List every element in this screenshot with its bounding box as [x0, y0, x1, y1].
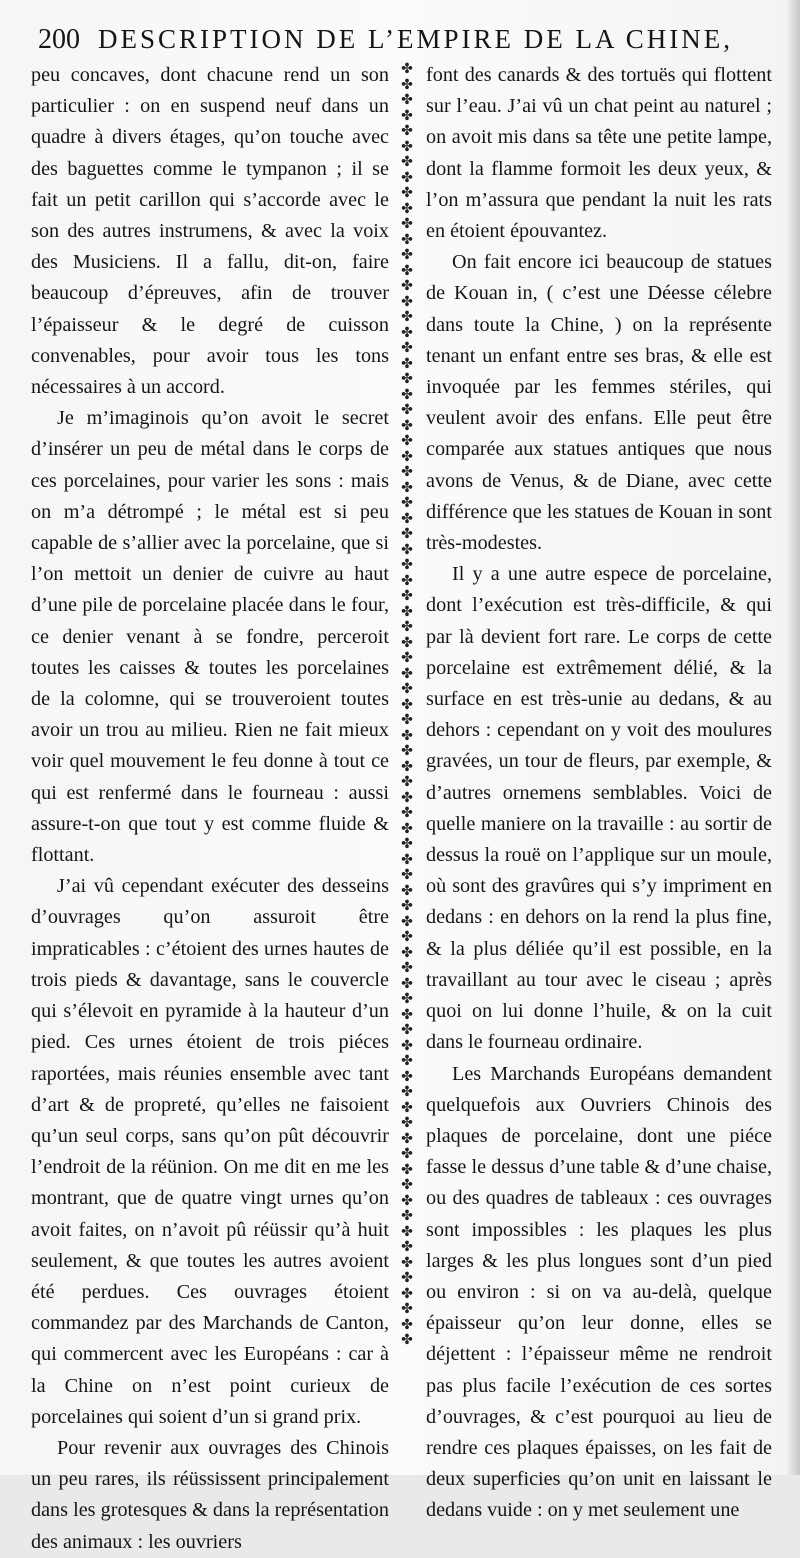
- divider-ornament-icon: ✤: [401, 681, 413, 697]
- divider-ornament-icon: ✤: [401, 929, 413, 945]
- divider-ornament-icon: ✤: [401, 417, 413, 434]
- divider-ornament-icon: ✤: [401, 588, 413, 604]
- paragraph: peu concaves, dont chacune rend un son particulier : on en suspend neuf dans un quadre à divers étages, qu’on touche avec des baguettes comme le tympanon ; il se fait un petit carillon qui s’accorde avec le son des autres instrumens, & avec la voix des Musiciens. Il a fallu, dit-on, faire beaucoup d’épreuves, afin de trouver l’épaisseur & le degré de cuisson convenables, pour avoir tous les tons nécessaires à un accord.: [31, 64, 389, 399]
- divider-ornament-icon: ✤: [401, 278, 413, 294]
- divider-ornament-icon: ✤: [401, 1053, 413, 1069]
- divider-ornament-icon: ✤: [401, 61, 413, 77]
- divider-ornament-icon: ✤: [401, 836, 413, 852]
- divider-ornament-icon: ✤: [401, 758, 413, 775]
- divider-ornament-icon: ✤: [401, 1177, 413, 1193]
- divider-ornament-icon: ✤: [401, 324, 413, 341]
- paragraph: Les Marchands Européans demandent quelquefois aux Ouvriers Chinois des plaques de porcelaine, dont une piéce fasse le dessus d’une table & d’une chaise, ou des quadres de tableaux : ces ouvrages sont impossibles : les plaques les plus larges & les plus longues sont d’un pied ou environ : si on va au-delà, quelque épaisseur qu’on leur donne, elles se déjettent : l’épaisseur même ne rendroit pas plus facile l’exécution de ces sortes d’ouvrages, & c’est pourquoi au lieu de rendre ces plaques épaisses, on les fait de deux superficies qu’on unit en laissant le dedans vuide : on y met seulement une: [426, 1062, 772, 1522]
- divider-ornament-icon: ✤: [401, 247, 413, 263]
- divider-ornament-icon: ✤: [401, 216, 413, 232]
- divider-ornament-icon: ✤: [401, 526, 413, 542]
- divider-ornament-icon: ✤: [401, 619, 413, 635]
- divider-ornament-icon: ✤: [401, 1037, 413, 1054]
- divider-ornament-icon: ✤: [401, 634, 413, 651]
- divider-ornament-icon: ✤: [401, 743, 413, 759]
- divider-ornament-icon: ✤: [401, 355, 413, 372]
- divider-ornament-icon: ✤: [401, 975, 413, 992]
- divider-ornament-icon: ✤: [401, 1130, 413, 1147]
- divider-ornament-icon: ✤: [401, 1316, 413, 1333]
- paragraph: Pour revenir aux ouvrages des Chinois un peu rares, ils réüssissent principalement dans les grotesques & dans la représentation des animaux : les ouvriers: [31, 1436, 389, 1553]
- divider-ornament-icon: ✤: [401, 1223, 413, 1240]
- divider-ornament-icon: ✤: [401, 882, 413, 899]
- divider-ornament-icon: ✤: [401, 107, 413, 124]
- divider-ornament-icon: ✤: [401, 1239, 413, 1255]
- divider-ornament-icon: ✤: [401, 386, 413, 403]
- divider-ornament-icon: ✤: [401, 433, 413, 449]
- divider-ornament-icon: ✤: [401, 1208, 413, 1224]
- divider-ornament-icon: ✤: [401, 851, 413, 868]
- divider-ornament-icon: ✤: [401, 510, 413, 527]
- divider-ornament-icon: ✤: [401, 402, 413, 418]
- divider-ornament-icon: ✤: [401, 1332, 413, 1348]
- divider-ornament-icon: ✤: [401, 541, 413, 558]
- divider-ornament-icon: ✤: [401, 479, 413, 496]
- paragraph: font des canards & des tortuës qui flottent sur l’eau. J’ai vû un chat peint au naturel ; on avoit mis dans sa tête une petite lampe, dont la flamme formoit les deux yeux, & l’on m’assura que pendant la nuit les rats en étoient épouvantez.: [426, 64, 772, 243]
- divider-ornament-icon: ✤: [401, 76, 413, 93]
- divider-ornament-icon: ✤: [401, 1099, 413, 1116]
- divider-ornament-icon: ✤: [401, 665, 413, 682]
- page-edge-shadow: [786, 0, 800, 1475]
- divider-ornament-icon: ✤: [401, 820, 413, 837]
- divider-ornament-icon: ✤: [401, 1192, 413, 1209]
- divider-ornament-icon: ✤: [401, 603, 413, 620]
- divider-ornament-icon: ✤: [401, 774, 413, 790]
- divider-ornament-icon: ✤: [401, 1161, 413, 1178]
- divider-ornament-icon: ✤: [401, 1285, 413, 1302]
- right-column: [426, 60, 772, 1527]
- divider-ornament-icon: ✤: [401, 712, 413, 728]
- divider-ornament-icon: ✤: [401, 92, 413, 108]
- divider-ornament-icon: ✤: [401, 1068, 413, 1085]
- paragraph: Je m’imaginois qu’on avoit le secret d’insérer un peu de métal dans le corps de ces porcelaines, pour varier les sons : mais on m’a détrompé ; le métal est si peu capable de s’allier avec la porcelaine, que si l’on mettoit un denier de cuivre au haut d’une pile de porcelaine placée dans le four, ce denier venant à se fondre, perceroit toutes les caisses & toutes les porcelaines de la colomne, qui se trouveroient toutes avoir un trou au milieu. Rien ne fait mieux voir quel mouvement le feu donne à tout ce qui est renfermé dans le fourneau : aussi assure-t-on que tout y est comme fluide & flottant.: [31, 407, 389, 867]
- divider-ornament-icon: ✤: [401, 1006, 413, 1023]
- divider-ornament-icon: ✤: [401, 200, 413, 217]
- divider-ornament-icon: ✤: [401, 960, 413, 976]
- divider-ornament-icon: ✤: [401, 557, 413, 573]
- divider-ornament-icon: ✤: [401, 495, 413, 511]
- divider-ornament-icon: ✤: [401, 371, 413, 387]
- divider-ornament-icon: ✤: [401, 898, 413, 914]
- divider-ornament-icon: ✤: [401, 913, 413, 930]
- divider-ornament-icon: ✤: [401, 727, 413, 744]
- divider-ornament-icon: ✤: [401, 867, 413, 883]
- running-title: DESCRIPTION DE L’EMPIRE DE LA CHINE,: [98, 24, 734, 54]
- divider-ornament-icon: ✤: [401, 293, 413, 310]
- divider-ornament-icon: ✤: [401, 991, 413, 1007]
- divider-ornament-icon: ✤: [401, 1254, 413, 1271]
- divider-ornament-icon: ✤: [401, 1146, 413, 1162]
- divider-ornament-icon: ✤: [401, 805, 413, 821]
- left-column: [31, 60, 389, 1558]
- divider-ornament-icon: ✤: [401, 154, 413, 170]
- divider-ornament-icon: ✤: [401, 185, 413, 201]
- divider-ornament-icon: ✤: [401, 1022, 413, 1038]
- divider-ornament-icon: ✤: [401, 789, 413, 806]
- divider-ornament-icon: ✤: [401, 1270, 413, 1286]
- divider-ornament-icon: ✤: [401, 448, 413, 465]
- page-header: [38, 24, 782, 56]
- divider-ornament-icon: ✤: [401, 696, 413, 713]
- divider-ornament-icon: ✤: [401, 650, 413, 666]
- divider-ornament-icon: ✤: [401, 123, 413, 139]
- divider-ornament-icon: ✤: [401, 262, 413, 279]
- divider-ornament-icon: ✤: [401, 1084, 413, 1100]
- divider-ornament-icon: ✤: [401, 138, 413, 155]
- paragraph: Il y a une autre espece de porcelaine, dont l’exécution est très-difficile, & qui par là devient fort rare. Le corps de cette porcelaine est extrêmement délié, & la surface en est très-unie au dedans, & au dehors : cependant on y voit des moulures gravées, un tour de fleurs, par exemple, & d’autres ornemens semblables. Voici de quelle maniere on la travaille : au sortir de dessus la rouë on l’applique sur un moule, où sont des gravûres qui s’y impriment en dedans : en dehors on la rend la plus fine, & la plus déliée qu’il est possible, en la travaillant au tour avec le ciseau ; après quoi on lui donne l’huile, & on la cuit dans le fourneau ordinaire.: [426, 563, 772, 1054]
- divider-ornament-icon: ✤: [401, 944, 413, 961]
- divider-ornament-icon: ✤: [401, 1301, 413, 1317]
- paragraph: J’ai vû cependant exécuter des desseins d’ouvrages qu’on assuroit être impraticables : c’étoient des urnes hautes de trois pieds & davantage, sans le couvercle qui s’élevoit en pyramide à la hauteur d’un pied. Ces urnes étoient de trois piéces raportées, mais réunies ensemble avec tant d’art & de propreté, qu’elles ne faisoient qu’un seul corps, sans qu’on pût découvrir l’endroit de la réünion. On me dit en me les montrant, que de quatre vingt urnes qu’on avoit faites, on n’avoit pû réüssir qu’à huit seulement, & que toutes les autres avoient été perdues. Ces ouvrages étoient commandez par des Marchands de Canton, qui commercent avec les Européans : car à la Chine on n’est point curieux de porcelaines qui soient d’un si grand prix.: [31, 875, 389, 1428]
- divider-ornament-icon: ✤: [401, 231, 413, 248]
- ornamental-column-divider: [398, 62, 416, 1352]
- divider-ornament-icon: ✤: [401, 1115, 413, 1131]
- paragraph: On fait encore ici beaucoup de statues de Kouan in, ( c’est une Déesse célebre dans toute la Chine, ) on la représente tenant un enfant entre ses bras, & elle est invoquée par les femmes stériles, qui veulent avoir des enfans. Elle peut être comparée aux statues antiques que nous avons de Venus, & de Diane, avec cette différence que les statues de Kouan in sont très-modestes.: [426, 251, 772, 555]
- divider-ornament-icon: ✤: [401, 169, 413, 186]
- divider-ornament-icon: ✤: [401, 464, 413, 480]
- divider-ornament-icon: ✤: [401, 572, 413, 589]
- divider-ornament-icon: ✤: [401, 340, 413, 356]
- page-number: 200: [38, 24, 80, 55]
- divider-ornament-icon: ✤: [401, 309, 413, 325]
